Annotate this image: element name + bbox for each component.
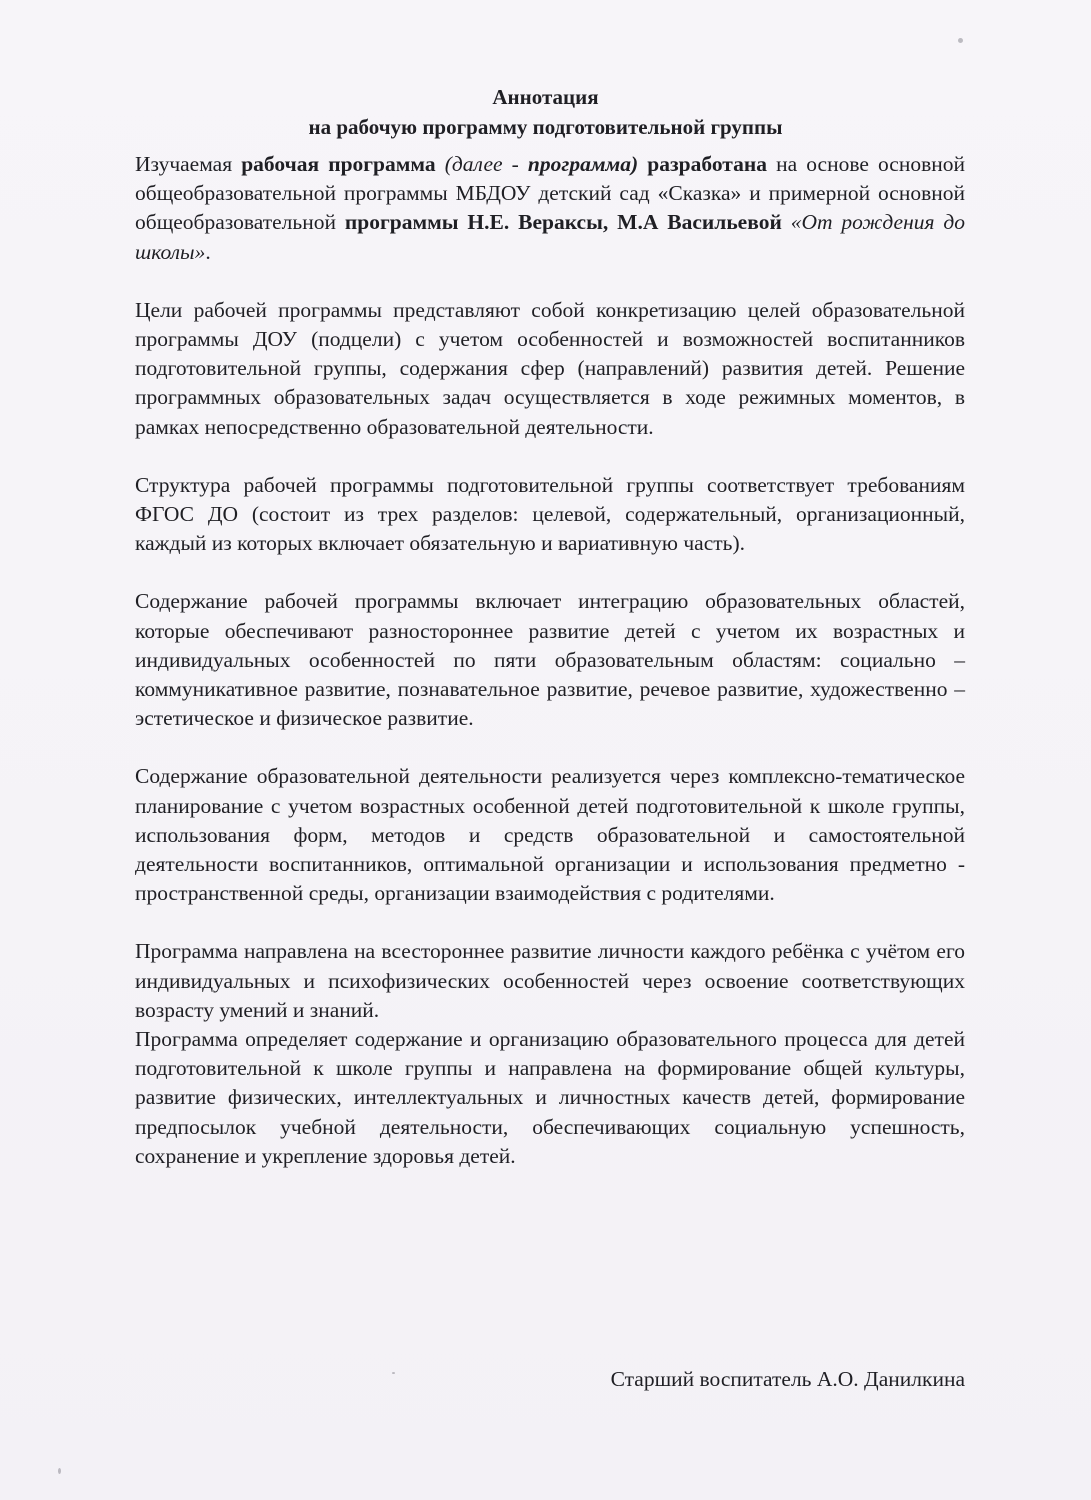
document-header	[0, 82, 1091, 142]
paragraph-defines: Программа определяет содержание и организацию образовательного процесса для детей подготовительной к школе группы и направлена на формирование общей культуры, развитие физических, интеллектуальных и личностных качеств детей, формирование предпосылок учебной деятельности, обеспечивающих социальную успешность, сохранение и укрепление здоровья детей.	[135, 1027, 965, 1168]
intro-text-2: на основе основной общеобразовательной программы МБДОУ детский сад «Сказка» и примерной основной общеобразовательной	[135, 152, 966, 235]
paragraph-intro	[135, 150, 965, 267]
paragraph-goals: Цели рабочей программы представляют собой конкретизацию целей образовательной программы ДОУ (подцели) с учетом особенностей и возможностей воспитанников подготовительной группы, содержания сфер (направлений) развития детей. Решение программных образовательных задач осуществляется в ходе режимных моментов, в рамках непосредственно образовательной деятельности.	[135, 297, 965, 439]
intro-period: .	[205, 239, 211, 264]
paper-speck	[392, 1372, 395, 1374]
intro-text-1: Изучаемая	[135, 152, 242, 176]
intro-space-3	[782, 210, 791, 234]
signature-line: Старший воспитатель А.О. Данилкина	[610, 1367, 965, 1391]
paragraph-direction: Программа направлена на всестороннее развитие личности каждого ребёнка с учётом его индивидуальных и психофизических особенностей через освоение соответствующих возрасту умений и знаний.	[135, 939, 965, 1022]
paragraph-activity: Содержание образовательной деятельности реализуется через комплексно-тематическое планирование с учетом возрастных особенной детей подготовительной к школе группы, использования форм, методов и средств образовательной и самостоятельной деятельности воспитанников, оптимальной организации и использования предметно - пространственной среды, организации взаимодействия с родителями.	[135, 764, 965, 906]
intro-space-2	[638, 152, 647, 176]
paper-speck	[958, 38, 963, 43]
document-title: Аннотация	[492, 85, 599, 109]
paper-speck	[58, 1468, 61, 1474]
document-subtitle: на рабочую программу подготовительной группы	[308, 115, 783, 139]
intro-bold-work-program: рабочая программа	[241, 152, 436, 176]
intro-bold-authors: программы Н.Е. Вераксы, М.А Васильевой	[344, 210, 782, 235]
intro-italic-book-title: «От рождения до школы»	[135, 210, 965, 264]
intro-italic-hereinafter: (далее -	[444, 152, 528, 176]
paragraph-content: Содержание рабочей программы включает интеграцию образовательных областей, которые обеспечивают разностороннее развитие детей с учетом их возрастных и индивидуальных особенностей по пяти образовательным областям: социально – коммуникативное развитие, познавательное развитие, речевое развитие, художественно – эстетическое и физическое развитие.	[135, 589, 965, 731]
intro-bold-developed: разработана	[647, 152, 767, 176]
paragraph-structure: Структура рабочей программы подготовительной группы соответствует требованиям ФГОС ДО (состоит из трех разделов: целевой, содержательный, организационный, каждый из которых включает обязательную и вариативную часть).	[135, 472, 965, 556]
intro-space-1	[436, 152, 445, 176]
document-body	[135, 150, 965, 1200]
intro-bold-italic-program: программа)	[527, 152, 639, 176]
